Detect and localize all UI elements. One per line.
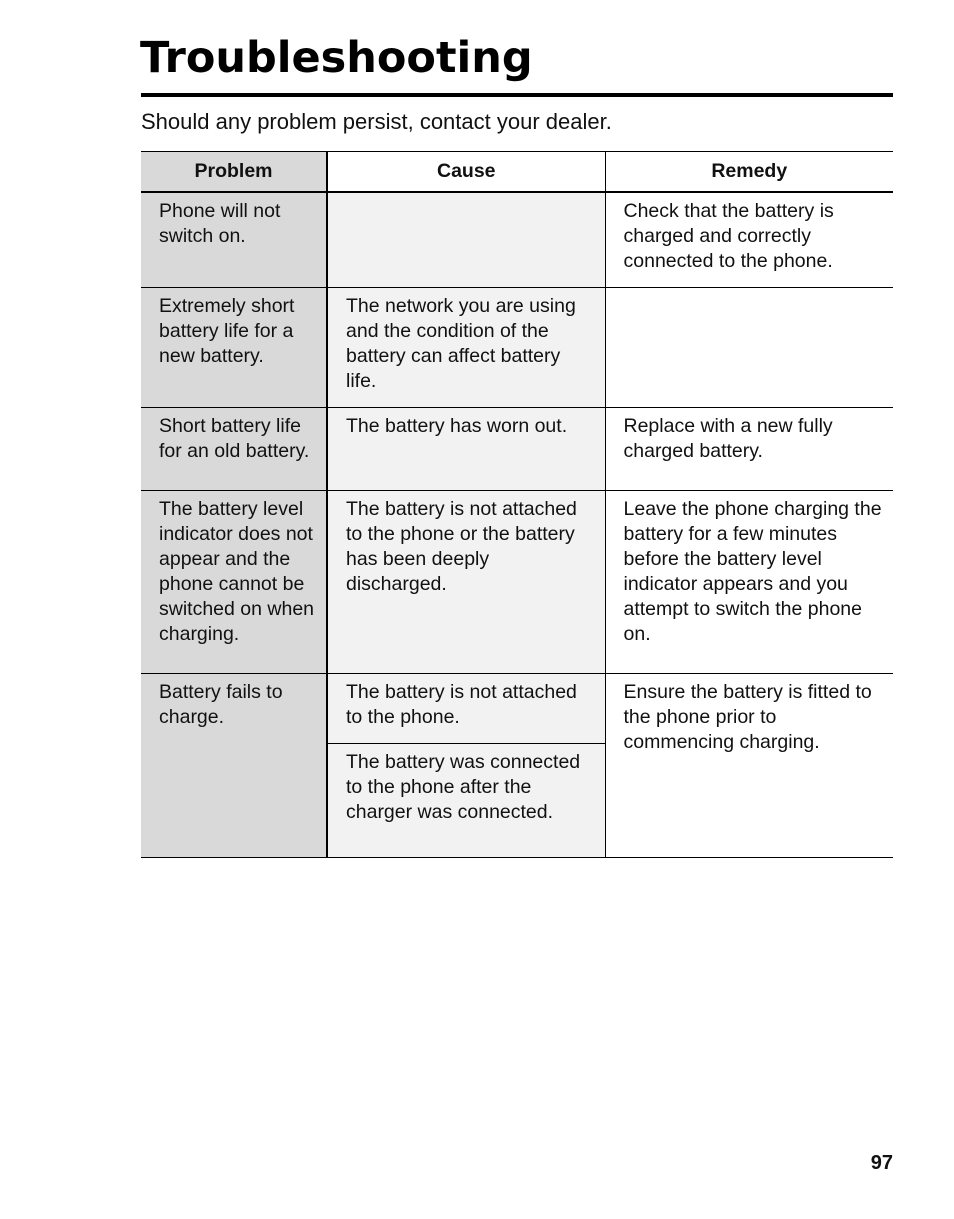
problem-cell: Phone will not switch on. [141, 192, 327, 288]
title-rule [141, 93, 893, 97]
table-row [141, 674, 893, 744]
problem-cell: The battery level indicator does not appear and the phone cannot be switched on when charging. [141, 491, 327, 674]
problem-cell: Short battery life for an old battery. [141, 408, 327, 491]
remedy-cell: Check that the battery is charged and correctly connected to the phone. [605, 192, 893, 288]
cause-cell [327, 192, 605, 288]
table-row [141, 192, 893, 288]
problem-cell: Extremely short battery life for a new battery. [141, 288, 327, 408]
table-row [141, 288, 893, 408]
table-row [141, 491, 893, 674]
page-title: Troubleshooting [140, 33, 533, 83]
cause-cell: The battery is not attached to the phone. [327, 674, 605, 744]
cause-cell: The battery was connected to the phone after the charger was connected. [327, 744, 605, 858]
remedy-cell [605, 288, 893, 408]
cause-cell: The battery is not attached to the phone or the battery has been deeply discharged. [327, 491, 605, 674]
problem-cell: Battery fails to charge. [141, 674, 327, 858]
cause-cell: The battery has worn out. [327, 408, 605, 491]
troubleshooting-table [141, 151, 893, 858]
cause-cell: The network you are using and the condition of the battery can affect battery life. [327, 288, 605, 408]
remedy-cell: Leave the phone charging the battery for a few minutes before the battery level indicator appears and you attempt to switch the phone on. [605, 491, 893, 674]
header-problem: Problem [141, 152, 327, 193]
header-cause: Cause [327, 152, 605, 193]
remedy-cell: Ensure the battery is fitted to the phone prior to commencing charging. [605, 674, 893, 858]
page-number: 97 [870, 1152, 893, 1174]
intro-text: Should any problem persist, contact your dealer. [141, 109, 612, 134]
table-header-row [141, 152, 893, 193]
remedy-cell: Replace with a new fully charged battery. [605, 408, 893, 491]
header-remedy: Remedy [605, 152, 893, 193]
table-row [141, 408, 893, 491]
